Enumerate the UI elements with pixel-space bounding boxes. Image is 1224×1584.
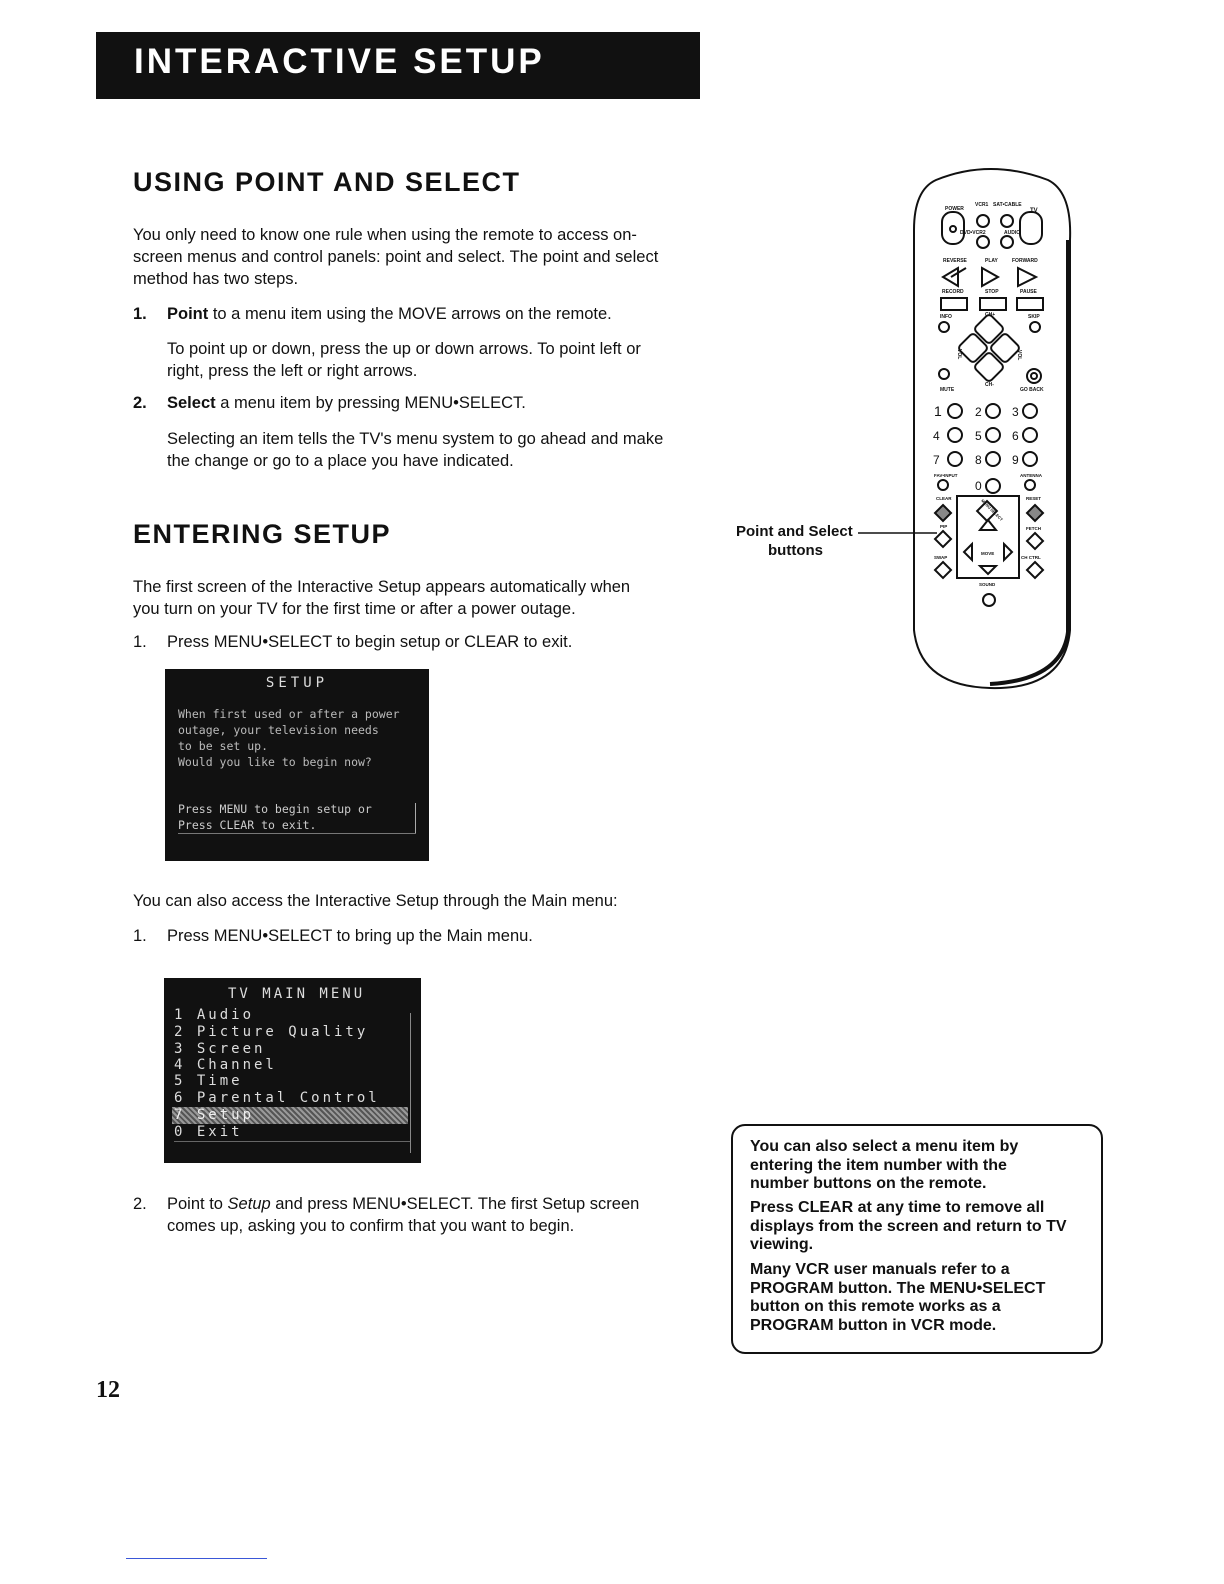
intro-line: The first screen of the Interactive Setup appears automatically when	[133, 578, 631, 596]
ch-ctrl-diamond-icon	[1027, 562, 1043, 578]
skip-button	[1030, 322, 1040, 332]
intro-line: you turn on your TV for the first time or after a power outage.	[133, 600, 576, 618]
num-5-button	[986, 428, 1000, 442]
label-antenna: ANTENNA	[1020, 473, 1042, 478]
pause-button	[1017, 298, 1043, 310]
note-line: entering the item number with the	[750, 1156, 1007, 1174]
label-power: POWER	[945, 206, 964, 212]
remote-shadow-edge	[990, 240, 1068, 684]
label-play: PLAY	[985, 258, 998, 264]
setup-screen-message	[178, 706, 400, 770]
menu-border-bottom	[174, 1141, 410, 1142]
note-line: viewing.	[750, 1236, 814, 1253]
step-text	[167, 392, 526, 414]
info-button	[939, 322, 949, 332]
intro-line: method has two steps.	[133, 270, 299, 288]
note-line: PROGRAM button. The MENU•SELECT	[750, 1279, 1046, 1297]
play-icon	[982, 268, 998, 286]
reset-diamond-icon	[1027, 505, 1043, 521]
setup-screen-footer	[178, 801, 372, 833]
vcr1-button	[977, 215, 989, 227]
antenna-button	[1025, 480, 1035, 490]
note-paragraph-3	[750, 1261, 1090, 1335]
pip-diamond-icon	[935, 531, 951, 547]
right-arrow-icon	[1004, 544, 1012, 560]
label-ch-plus: CH+	[985, 312, 996, 318]
num-5: 5	[975, 429, 982, 443]
num-8: 8	[975, 453, 982, 467]
label-mute: MUTE	[940, 387, 955, 393]
num-1: 1	[934, 403, 942, 419]
label-forward: FORWARD	[1012, 258, 1038, 264]
main-menu-title: TV MAIN MENU	[228, 986, 366, 1002]
section-heading-entering-setup: ENTERING SETUP	[133, 519, 392, 549]
step-number: 2.	[133, 394, 147, 412]
label-swap: SWAP	[934, 555, 948, 560]
menu-item-exit: 0 Exit	[174, 1124, 243, 1140]
mute-button	[939, 369, 949, 379]
fav-input-button	[938, 480, 948, 490]
label-ch-minus: CH-	[985, 382, 994, 388]
reverse-icon	[943, 268, 966, 286]
power-button	[942, 212, 964, 244]
go-back-button	[1027, 369, 1041, 383]
page-title: INTERACTIVE SETUP	[134, 42, 545, 81]
point-select-label: buttons	[768, 542, 823, 559]
note-line: displays from the screen and return to TV	[750, 1217, 1067, 1235]
label-vcr1: VCR1	[975, 202, 989, 208]
label-clear: CLEAR	[936, 496, 952, 501]
label-info: INFO	[940, 314, 952, 320]
menu-item-parental-control: 6 Parental Control	[174, 1090, 380, 1106]
note-line: button on this remote works as a	[750, 1298, 1001, 1315]
forward-icon	[1018, 268, 1036, 286]
go-back-inner-icon	[1031, 373, 1037, 379]
label-reset: RESET	[1026, 496, 1042, 501]
label-move: MOVE	[981, 551, 995, 556]
num-3-button	[1023, 404, 1037, 418]
step-text	[167, 1193, 639, 1215]
audio-button	[1001, 236, 1013, 248]
num-6-button	[1023, 428, 1037, 442]
num-9: 9	[1012, 453, 1019, 467]
num-9-button	[1023, 452, 1037, 466]
dvd-vcr2-button	[977, 236, 989, 248]
step-text-rest: a menu item by pressing MENU•SELECT.	[215, 394, 526, 412]
label-dvd-vcr2: DVD•VCR2	[960, 230, 986, 236]
label-ch-ctrl: CH CTRL	[1021, 555, 1041, 560]
num-0-button	[986, 479, 1000, 493]
step-number: 2.	[133, 1195, 147, 1213]
num-4-button	[948, 428, 962, 442]
label-fav-input: FAV•INPUT	[934, 473, 958, 478]
screen-border-bottom	[178, 833, 416, 834]
intro-line: screen menus and control panels: point and select. The point and select	[133, 248, 659, 266]
section-heading-point-select: USING POINT AND SELECT	[133, 167, 521, 197]
step-number: 1.	[133, 633, 147, 651]
num-2-button	[986, 404, 1000, 418]
num-6: 6	[1012, 429, 1019, 443]
menu-item-time: 5 Time	[174, 1073, 243, 1089]
left-arrow-icon	[964, 544, 972, 560]
footer-line: Press CLEAR to exit.	[178, 818, 317, 832]
down-arrow-icon	[980, 566, 996, 574]
note-line: You can also select a menu item by	[750, 1138, 1019, 1155]
vol-right-button	[989, 332, 1020, 363]
step-text-rest: to a menu item using the MOVE arrows on the remote.	[208, 305, 612, 323]
note-line: Press CLEAR at any time to remove all	[750, 1199, 1045, 1216]
note-paragraph-2	[750, 1199, 1090, 1255]
up-arrow-icon	[980, 520, 996, 530]
menu-item-screen: 3 Screen	[174, 1041, 266, 1057]
menu-border-right	[410, 1013, 411, 1153]
note-line: number buttons on the remote.	[750, 1175, 987, 1192]
step-select-detail	[167, 428, 727, 472]
footer-line: Press MENU to begin setup or	[178, 802, 372, 816]
label-reverse: REVERSE	[943, 258, 967, 264]
label-go-back: GO BACK	[1020, 387, 1044, 393]
note-line: Many VCR user manuals refer to a	[750, 1261, 1010, 1278]
sat-cable-button	[1001, 215, 1013, 227]
num-7-button	[948, 452, 962, 466]
message-line: Would you like to begin now?	[178, 755, 372, 769]
record-button	[941, 298, 967, 310]
sidebar-note-box	[731, 1124, 1103, 1354]
step-keyword: Select	[167, 394, 216, 412]
step-text-italic: Setup	[227, 1195, 271, 1213]
label-skip: SKIP	[1028, 314, 1040, 320]
label-sound: SOUND	[979, 582, 996, 587]
message-line: outage, your television needs	[178, 723, 379, 737]
label-tv: TV	[1030, 208, 1038, 214]
step-text: Press MENU•SELECT to bring up the Main menu.	[167, 927, 533, 945]
detail-line: the change or go to a place you have indicated.	[167, 452, 514, 470]
point-select-label: Point and Select	[736, 523, 853, 540]
step-number: 1.	[133, 305, 147, 323]
label-audio: AUDIO	[1004, 230, 1021, 236]
label-fetch: FETCH	[1026, 526, 1041, 531]
num-3: 3	[1012, 405, 1019, 419]
step-keyword: Point	[167, 305, 209, 323]
stop-button	[980, 298, 1006, 310]
menu-item-picture-quality: 2 Picture Quality	[174, 1024, 369, 1040]
step-text	[167, 303, 612, 325]
step-text-before: Point to	[167, 1195, 228, 1213]
swap-diamond-icon	[935, 562, 951, 578]
detail-line: Selecting an item tells the TV's menu system to go ahead and make	[167, 430, 664, 448]
label-sat-cable: SAT•CABLE	[993, 202, 1022, 208]
num-7: 7	[933, 453, 940, 467]
label-vol-right: VOL	[1016, 350, 1022, 361]
step-point-detail	[167, 338, 707, 382]
setup-screen-title: SETUP	[265, 675, 329, 691]
sound-button	[983, 594, 995, 606]
main-menu-step-2-line2: comes up, asking you to confirm that you want to begin.	[167, 1217, 575, 1235]
label-record: RECORD	[942, 289, 964, 295]
also-access-text: You can also access the Interactive Setup through the Main menu:	[133, 892, 618, 910]
num-8-button	[986, 452, 1000, 466]
setup-intro-paragraph	[133, 576, 713, 620]
page-number: 12	[96, 1377, 120, 1403]
label-pip: PIP	[940, 524, 948, 529]
detail-line: right, press the left or right arrows.	[167, 362, 418, 380]
screen-border-right	[415, 803, 416, 833]
label-vol-left: VOL	[956, 349, 962, 360]
remote-control-illustration	[830, 160, 1090, 700]
step-number: 1.	[133, 927, 147, 945]
power-dot-icon	[950, 226, 956, 232]
label-menu-select: MENU SELECT	[980, 498, 1005, 522]
step-text-after: and press MENU•SELECT. The first Setup screen	[270, 1195, 640, 1213]
message-line: When first used or after a power	[178, 707, 400, 721]
main-menu-screen	[164, 978, 421, 1163]
tv-button	[1020, 212, 1042, 244]
note-paragraph-1	[750, 1138, 1090, 1194]
intro-line: You only need to know one rule when using the remote to access on-	[133, 226, 637, 244]
menu-item-channel: 4 Channel	[174, 1057, 277, 1073]
message-line: to be set up.	[178, 739, 269, 753]
ch-down-button	[973, 351, 1004, 382]
note-line: PROGRAM button in VCR mode.	[750, 1316, 997, 1334]
detail-line: To point up or down, press the up or down arrows. To point left or	[167, 340, 641, 358]
header-banner	[96, 32, 700, 99]
ch-up-button	[973, 313, 1004, 344]
num-4: 4	[933, 429, 940, 443]
intro-paragraph	[133, 224, 713, 290]
menu-item-audio: 1 Audio	[174, 1007, 255, 1023]
footer-rule	[126, 1558, 267, 1559]
setup-screen	[165, 669, 429, 861]
step-text: Press MENU•SELECT to begin setup or CLEAR to exit.	[167, 633, 573, 651]
num-2: 2	[975, 405, 982, 419]
fetch-diamond-icon	[1027, 533, 1043, 549]
label-stop: STOP	[985, 289, 999, 295]
num-1-button	[948, 404, 962, 418]
menu-item-setup-highlighted: 7 Setup	[174, 1107, 255, 1123]
clear-diamond-icon	[935, 505, 951, 521]
num-0: 0	[975, 479, 982, 493]
label-pause: PAUSE	[1020, 289, 1037, 295]
